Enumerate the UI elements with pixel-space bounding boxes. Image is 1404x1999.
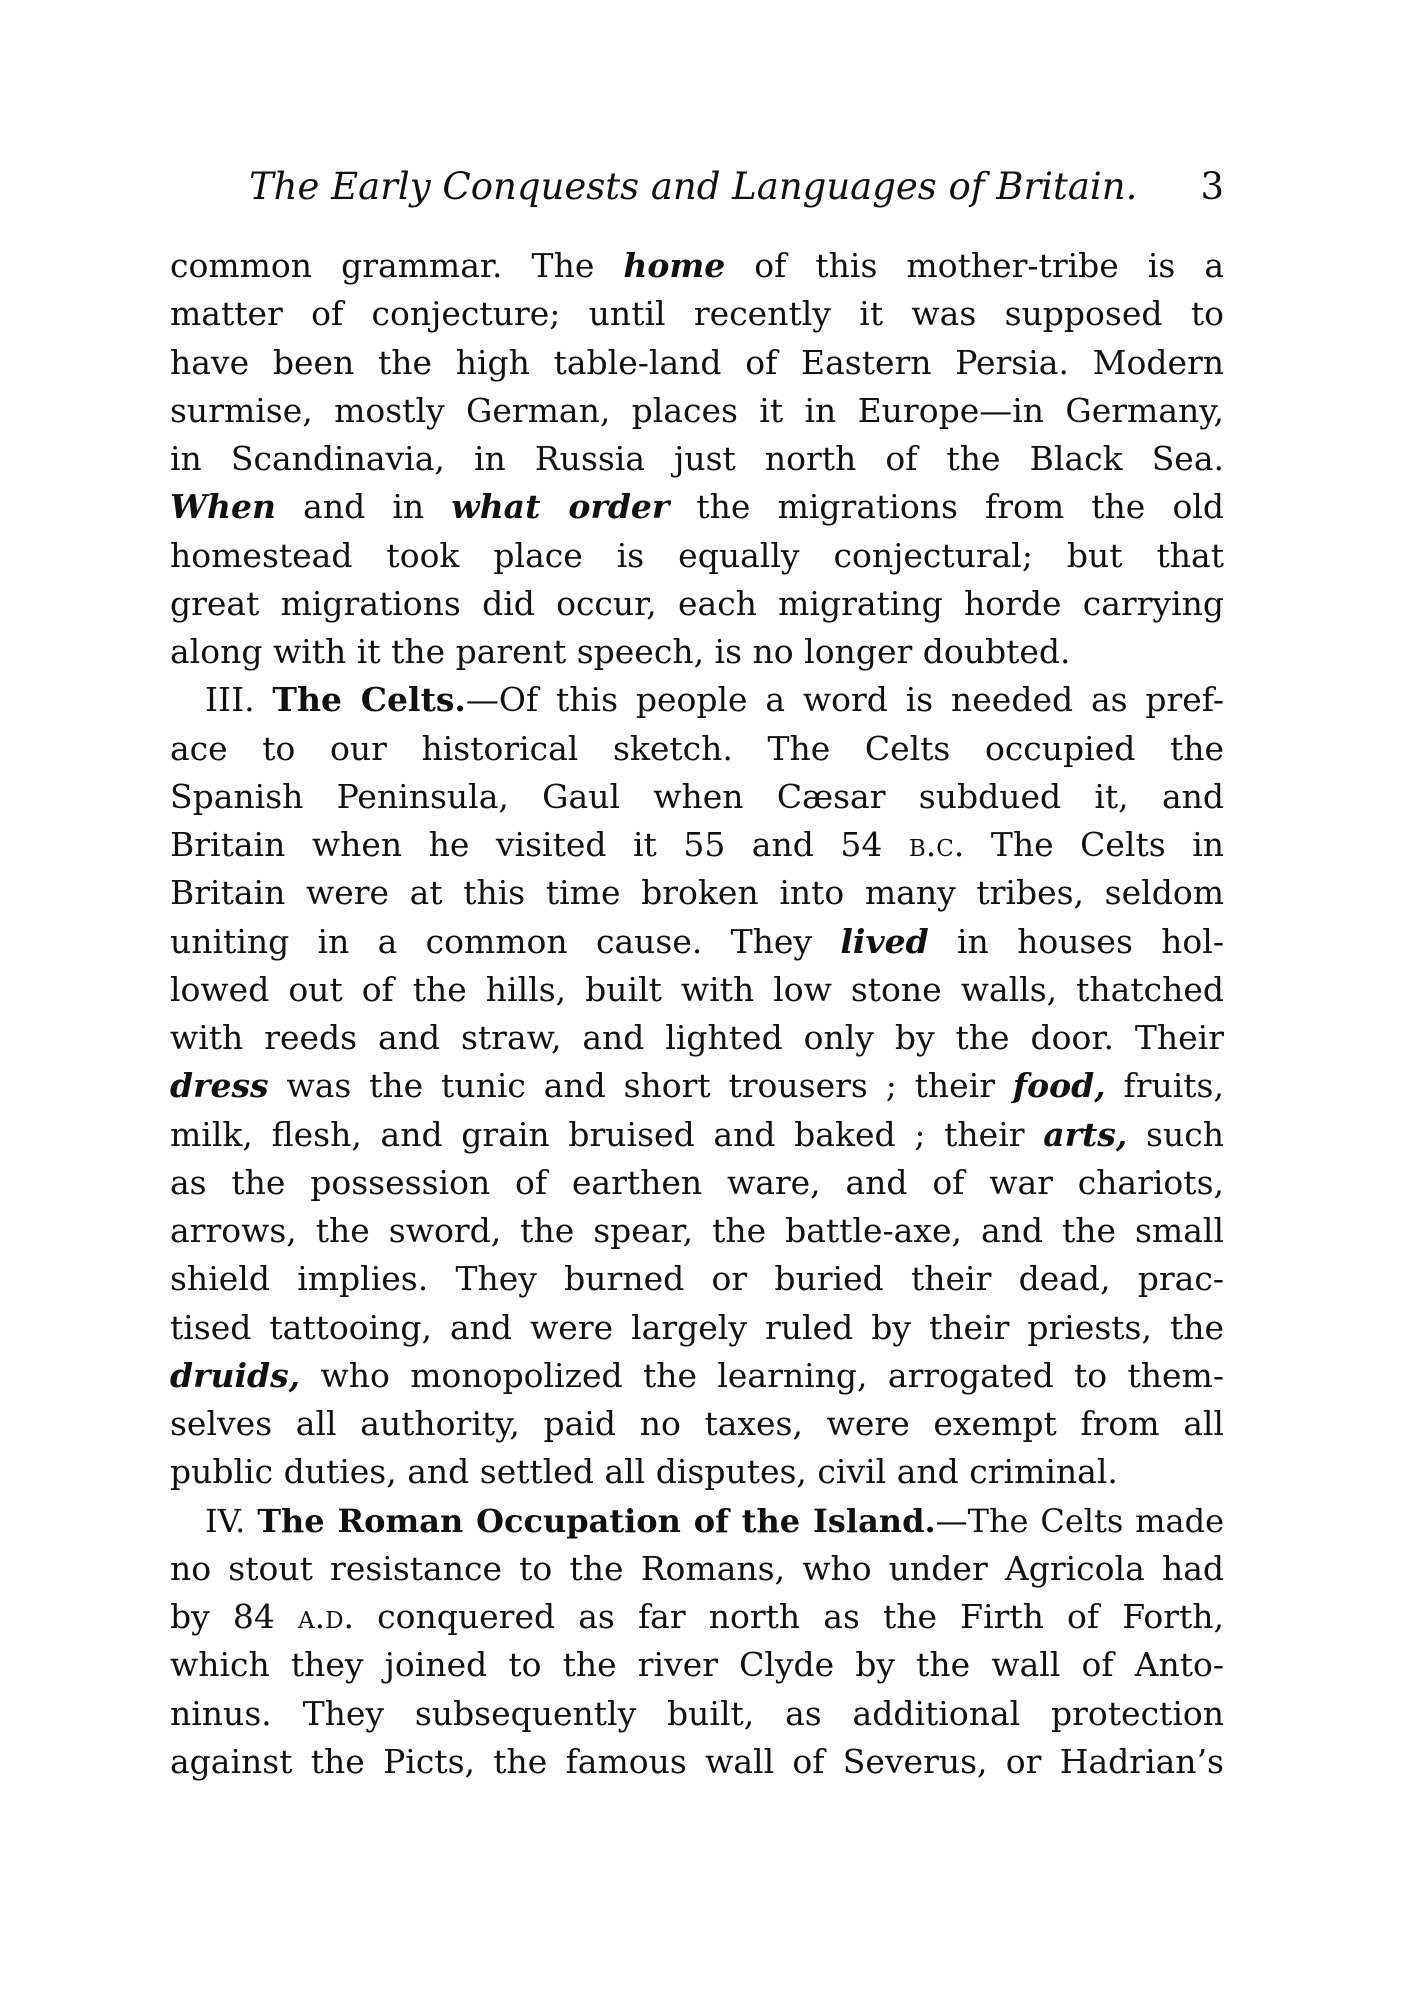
- text-line: great migrations did occur, each migrating horde carrying: [170, 583, 1224, 623]
- text-line: with reeds and straw, and lighted only by the door. Their: [170, 1018, 1224, 1057]
- text-line: by 84 a.d. conquered as far north as the Firth of Forth,: [170, 1597, 1224, 1636]
- running-title: The Early Conquests and Languages of Britain.: [249, 165, 1138, 208]
- emphasis: lived: [840, 921, 929, 961]
- section-title-celts: The Celts.: [272, 680, 466, 720]
- running-head: [212, 162, 1224, 212]
- text-line: druids, who monopolized the learning, arrogated to them-: [170, 1355, 1224, 1395]
- text-line: selves all authority, paid no taxes, were exempt from all: [170, 1404, 1224, 1443]
- text-line: matter of conjecture; until recently it was supposed to: [170, 294, 1224, 334]
- emphasis: home: [623, 246, 726, 285]
- text-line: public duties, and settled all disputes, civil and criminal.: [170, 1452, 1118, 1492]
- emphasis: what order: [451, 487, 670, 527]
- emphasis: druids,: [170, 1355, 301, 1395]
- text-line: ninus. They subsequently built, as additional protection: [170, 1693, 1224, 1733]
- text-line: tised tattooing, and were largely ruled by their priests, the: [170, 1307, 1224, 1347]
- text-line: milk, flesh, and grain bruised and baked ; their arts, such: [170, 1114, 1224, 1154]
- text-line: no stout resistance to the Romans, who under Agricola had: [170, 1548, 1224, 1588]
- text-line: arrows, the sword, the spear, the battle-axe, and the small: [170, 1211, 1224, 1250]
- emphasis: dress: [170, 1066, 269, 1106]
- text-line: Britain when he visited it 55 and 54 b.c. The Celts in: [170, 825, 1224, 864]
- emphasis: When: [170, 487, 277, 527]
- text-line: along with it the parent speech, is no longer doubted.: [170, 632, 1071, 671]
- body-text: [170, 242, 1224, 1786]
- page-number: 3: [1200, 165, 1224, 208]
- era-abbreviation: a.d.: [298, 1597, 355, 1636]
- text-line: lowed out of the hills, built with low stone walls, thatched: [170, 969, 1224, 1009]
- emphasis: food,: [1012, 1066, 1106, 1106]
- section-heading-line: IV. The Roman Occupation of the Island.—The Celts made: [205, 1501, 1224, 1540]
- text-line: uniting in a common cause. They lived in houses hol-: [170, 921, 1224, 961]
- text-line: homestead took place is equally conjectural; but that: [170, 535, 1224, 575]
- emphasis: arts,: [1043, 1114, 1128, 1154]
- text-line: have been the high table-land of Eastern Persia. Modern: [170, 342, 1224, 382]
- text-line: surmise, mostly German, places it in Europe—in Germany,: [170, 390, 1224, 430]
- text-line: ace to our historical sketch. The Celts occupied the: [170, 728, 1224, 768]
- text-line: shield implies. They burned or buried their dead, prac-: [170, 1259, 1224, 1299]
- text-line: common grammar. The home of this mother-tribe is a: [170, 246, 1224, 285]
- text-line: dress was the tunic and short trousers ; their food, fruits,: [170, 1066, 1224, 1106]
- era-abbreviation: b.c.: [908, 825, 965, 864]
- text-line: against the Picts, the famous wall of Severus, or Hadrian’s: [170, 1741, 1224, 1781]
- section-title-roman-occupation: The Roman Occupation of the Island.: [257, 1501, 936, 1540]
- text-line: in Scandinavia, in Russia just north of the Black Sea.: [170, 439, 1224, 478]
- text-line: as the possession of earthen ware, and of war chariots,: [170, 1162, 1224, 1202]
- text-line: Britain were at this time broken into many tribes, seldom: [170, 873, 1224, 913]
- text-line: When and in what order the migrations from the old: [170, 487, 1224, 527]
- section-heading-line: III. The Celts.—Of this people a word is needed as pref-: [205, 680, 1224, 720]
- text-line: which they joined to the river Clyde by the wall of Anto-: [170, 1645, 1224, 1685]
- text-line: Spanish Peninsula, Gaul when Cæsar subdued it, and: [170, 776, 1224, 816]
